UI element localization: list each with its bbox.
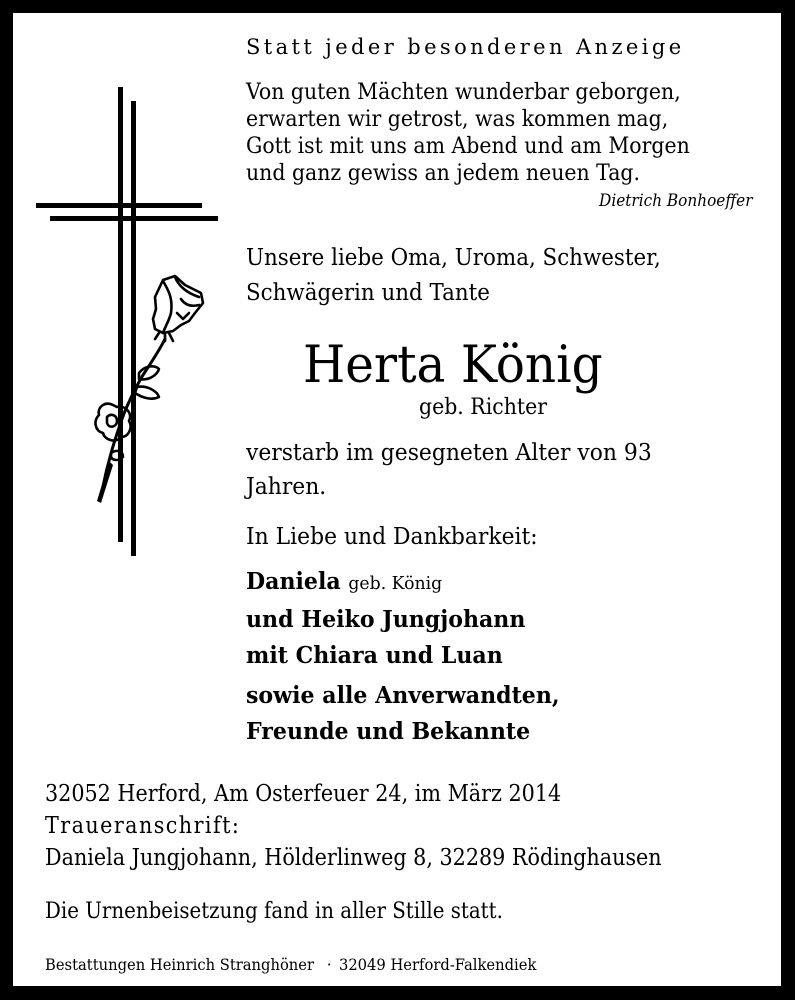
burial-note: Die Urnenbeisetzung fand in aller Stille statt. [45,899,503,924]
intro-text [246,241,661,311]
maiden-name: geb. Richter [419,395,548,420]
quote-line: Gott ist mit uns am Abend und am Morgen [246,134,690,159]
quote-line: Von guten Mächten wunderbar geborgen, [246,80,681,105]
undertaker-location: 32049 Herford-Falkendiek [338,955,537,974]
quote-line: erwarten wir getrost, was kommen mag, [246,107,669,132]
quote-author: Dietrich Bonhoeffer [599,191,753,211]
obituary-notice [13,13,781,986]
mourner-line [246,564,560,602]
thanks-line: In Liebe und Dankbarkeit: [246,524,538,550]
mourner-line: mit Chiara und Luan [246,642,503,669]
death-line: verstarb im gesegneten Alter von 93 [246,440,652,466]
address-block [45,778,662,874]
mourner-first-name: Daniela [246,568,341,595]
intro-line: Schwägerin und Tante [246,280,490,306]
relatives-line: sowie alle Anverwandten, [246,682,560,709]
death-line: Jahren. [246,474,327,500]
deceased-name: Herta König [303,336,603,395]
undertaker-name: Bestattungen Heinrich Stranghöner [45,955,315,974]
place-date: 32052 Herford, Am Osterfeuer 24, im März 2014 [45,781,562,807]
mourning-address: Daniela Jungjohann, Hölderlinweg 8, 32289 Rödinghausen [45,845,662,871]
intro-line: Unsere liebe Oma, Uroma, Schwester, [246,245,661,271]
bonhoeffer-quote [246,79,690,187]
undertaker-footer [45,955,536,974]
relatives-line: Freunde und Bekannte [246,718,531,745]
notice-header: Statt jeder besonderen Anzeige [246,35,685,59]
mourner-line: und Heiko Jungjohann [246,606,526,633]
mourning-address-label: Traueranschrift: [45,813,241,839]
mourners-list [246,564,560,750]
mourner-maiden-name: geb. König [348,573,443,594]
death-statement [246,436,652,504]
quote-line: und ganz gewiss an jedem neuen Tag. [246,161,641,186]
footer-separator: · [326,955,332,974]
cross-with-rose-icon [13,13,253,613]
